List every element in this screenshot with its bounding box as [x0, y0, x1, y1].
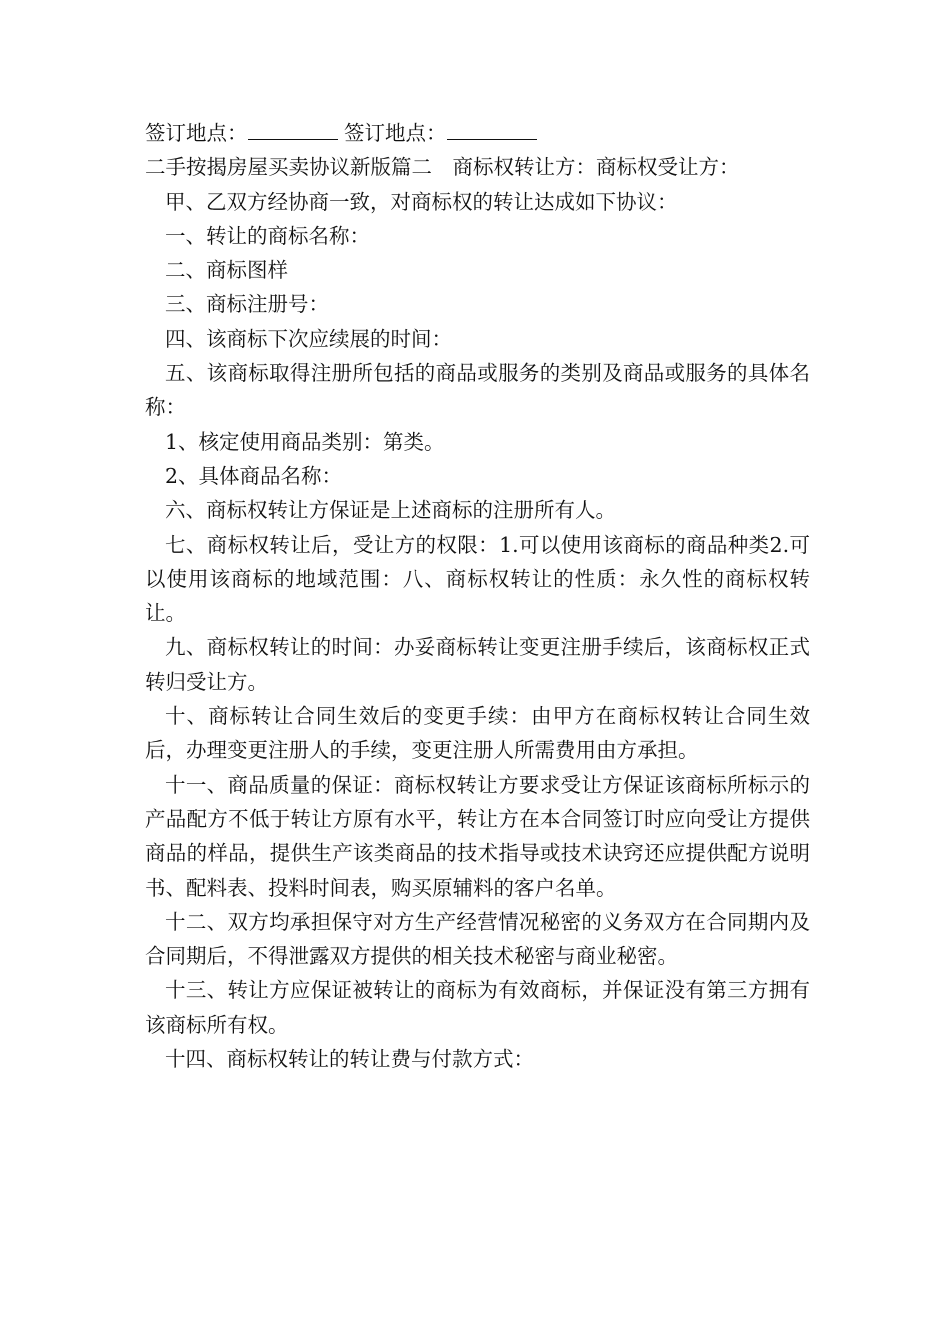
clause-item: 四、该商标下次应续展的时间：	[165, 326, 452, 351]
clause-item: 十、商标转让合同生效后的变更手续：由甲方在商标权转让合同生效后，办理变更注册人的手续，变更注册人所需费用由方承担。	[145, 704, 810, 763]
signature-place-blank-1	[248, 117, 338, 140]
clause-item: 二、商标图样	[165, 258, 288, 283]
sub-clause-item: 2、具体商品名称：	[165, 463, 343, 488]
sub-clause-item: 1、核定使用商品类别：第类。	[165, 429, 445, 454]
clause-item: 十二、双方均承担保守对方生产经营情况秘密的义务双方在合同期内及合同期后，不得泄露双方提供的相关技术秘密与商业秘密。	[145, 909, 810, 969]
signature-place-line	[145, 116, 810, 150]
clause-item: 九、商标权转让的时间：办妥商标转让变更注册手续后，该商标权正式转归受让方。	[145, 635, 810, 694]
clause-item: 十一、商品质量的保证：商标权转让方要求受让方保证该商标所标示的产品配方不低于转让方原有水平，转让方在本合同签订时应向受让方提供商品的样品，提供生产该类商品的技术指导或技术诀窍还应提供配方说明书、配料表、投料时间表，购买原辅料的客户名单。	[145, 772, 810, 900]
signature-place-label-1: 签订地点：	[145, 121, 248, 145]
clause-item: 六、商标权转让方保证是上述商标的注册所有人。	[165, 498, 616, 523]
clause-item: 十四、商标权转让的转让费与付款方式：	[165, 1047, 534, 1072]
paragraph: 甲、乙双方经协商一致，对商标权的转让达成如下协议：	[165, 189, 678, 214]
signature-place-label-2: 签订地点：	[344, 121, 447, 145]
clause-item: 十三、转让方应保证被转让的商标为有效商标，并保证没有第三方拥有该商标所有权。	[145, 978, 810, 1037]
clause-item: 三、商标注册号：	[165, 292, 329, 317]
clause-item: 七、商标权转让后，受让方的权限：1.可以使用该商标的商品种类2.可以使用该商标的地域范围：八、商标权转让的性质：永久性的商标权转让。	[145, 532, 810, 626]
section-heading: 二手按揭房屋买卖协议新版篇二 商标权转让方：商标权受让方：	[145, 155, 740, 180]
signature-place-blank-2	[447, 117, 537, 140]
clause-item: 一、转让的商标名称：	[165, 223, 370, 248]
document-body	[145, 116, 810, 1076]
clause-item: 五、该商标取得注册所包括的商品或服务的类别及商品或服务的具体名称：	[145, 361, 810, 420]
